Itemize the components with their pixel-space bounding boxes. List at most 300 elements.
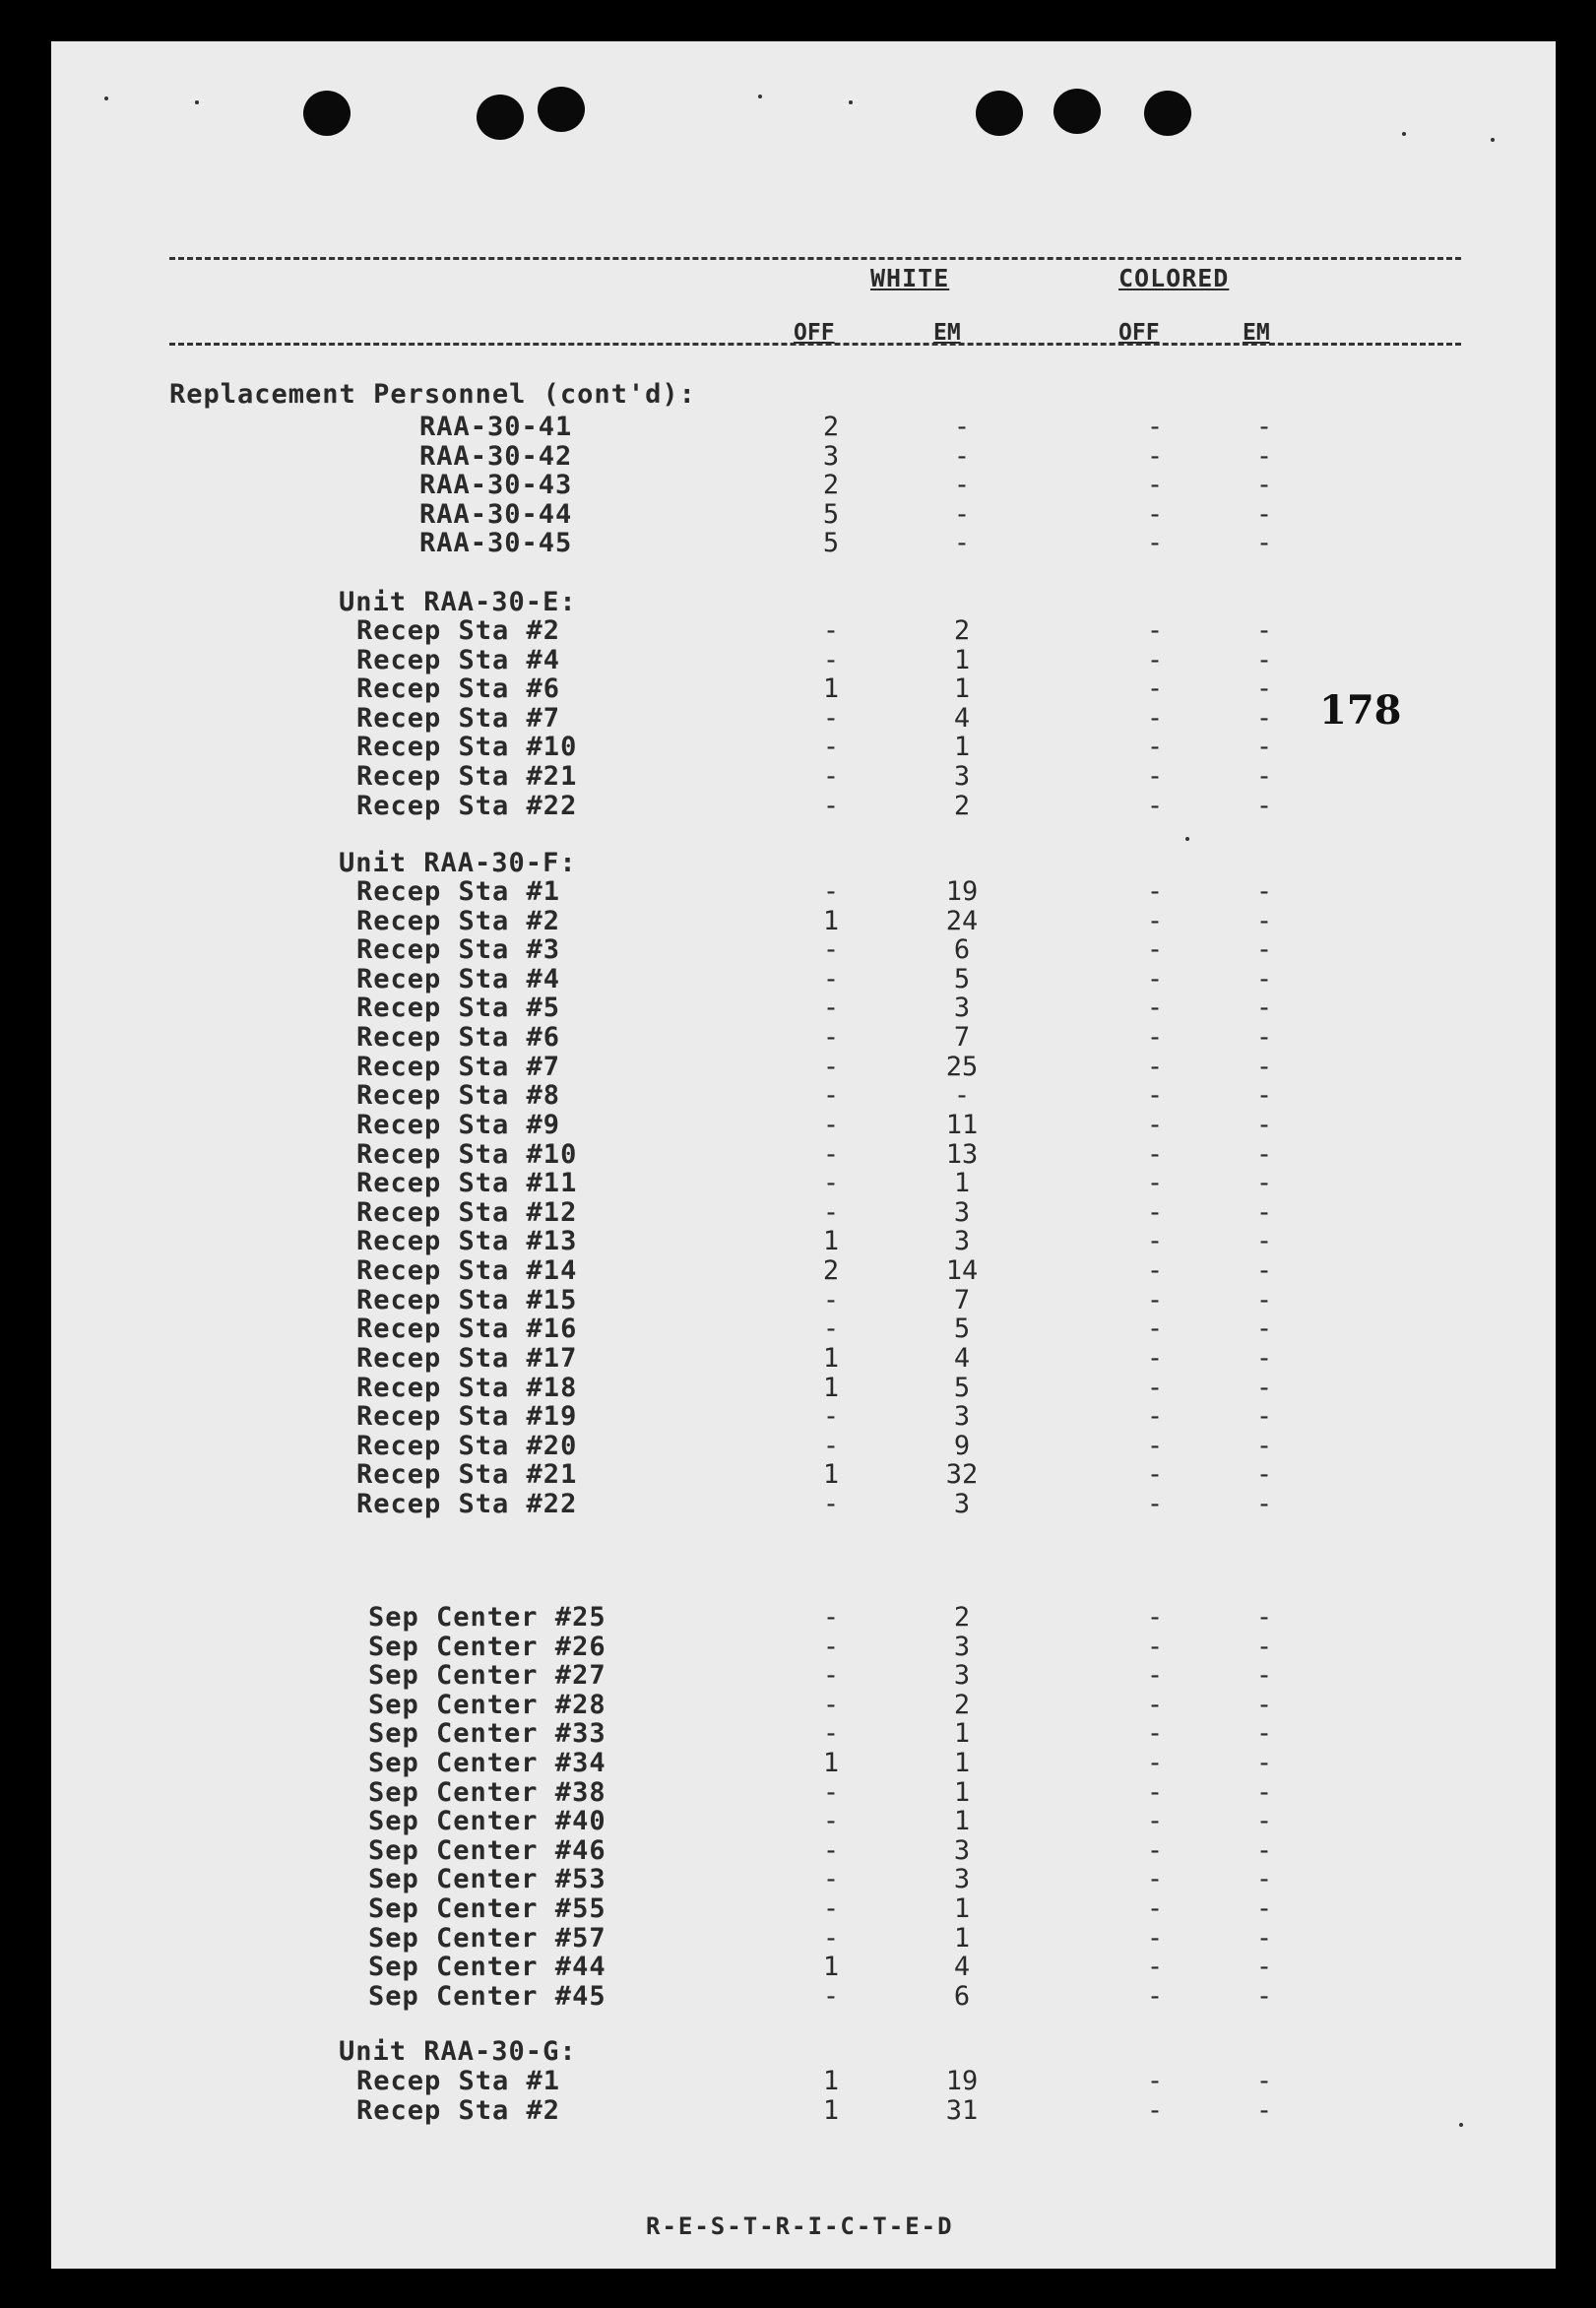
paper-speck xyxy=(104,96,108,100)
white-em-cell: 1 xyxy=(953,673,971,705)
colored-em-cell: - xyxy=(1255,1168,1273,1199)
white-off-cell: 1 xyxy=(822,1748,840,1778)
colored-off-cell: - xyxy=(1146,1196,1164,1228)
white-em-cell: 31 xyxy=(945,2094,979,2126)
punch-hole xyxy=(976,91,1023,136)
table-row xyxy=(0,1227,1596,1256)
table-row xyxy=(0,1198,1596,1228)
table-row xyxy=(0,935,1596,965)
colored-off-cell: - xyxy=(1146,876,1164,907)
colored-off-cell: - xyxy=(1146,1051,1164,1082)
row-label: Recep Sta #10 xyxy=(356,1138,578,1170)
row-label: Recep Sta #1 xyxy=(356,2066,561,2096)
table-row xyxy=(0,704,1596,734)
colored-off-cell: - xyxy=(1146,963,1164,994)
colored-off-cell: - xyxy=(1146,498,1164,530)
white-em-cell: 1 xyxy=(953,1806,971,1837)
row-label: Sep Center #26 xyxy=(368,1631,606,1662)
white-em-cell: 3 xyxy=(953,1660,971,1692)
white-off-cell: - xyxy=(822,644,840,675)
white-em-cell: 7 xyxy=(953,1022,971,1054)
row-label: Recep Sta #2 xyxy=(356,905,561,936)
row-label: Recep Sta #7 xyxy=(356,702,561,734)
white-off-cell: 1 xyxy=(822,1226,840,1257)
row-label: Recep Sta #21 xyxy=(356,1459,578,1491)
white-em-cell: - xyxy=(953,470,971,501)
white-off-cell: 1 xyxy=(822,1342,840,1374)
table-row xyxy=(0,1865,1596,1894)
table-row xyxy=(0,1836,1596,1866)
table-row xyxy=(0,1053,1596,1082)
white-em-cell: 3 xyxy=(953,993,971,1024)
row-label: Recep Sta #11 xyxy=(356,1168,578,1199)
colored-em-cell: - xyxy=(1255,1689,1273,1720)
colored-off-cell: - xyxy=(1146,1631,1164,1662)
punch-hole xyxy=(538,87,585,132)
row-label: RAA-30-45 xyxy=(419,528,573,559)
row-label: Recep Sta #21 xyxy=(356,761,578,792)
table-row xyxy=(0,1691,1596,1720)
table-row xyxy=(0,1778,1596,1808)
colored-off-cell: - xyxy=(1146,615,1164,646)
colored-em-cell: - xyxy=(1255,412,1273,442)
row-label: Unit RAA-30-G: xyxy=(339,2036,577,2067)
row-label: Recep Sta #15 xyxy=(356,1284,578,1315)
white-off-cell: - xyxy=(822,1980,840,2012)
table-row xyxy=(0,2067,1596,2096)
table-row xyxy=(0,792,1596,821)
white-off-cell: - xyxy=(822,1660,840,1692)
white-column-header: WHITE xyxy=(870,264,950,292)
colored-off-cell: - xyxy=(1146,1660,1164,1692)
white-off-cell: 2 xyxy=(822,1255,840,1287)
table-row xyxy=(0,588,1596,617)
white-off-cell: 1 xyxy=(822,673,840,705)
colored-em-cell: - xyxy=(1255,1834,1273,1866)
row-label: Sep Center #27 xyxy=(368,1660,606,1692)
white-off-cell: - xyxy=(822,1602,840,1633)
table-row xyxy=(0,1490,1596,1519)
table-row xyxy=(0,2037,1596,2067)
row-label: Recep Sta #4 xyxy=(356,644,561,675)
colored-off-cell: - xyxy=(1146,1980,1164,2012)
colored-em-cell: - xyxy=(1255,1602,1273,1633)
colored-em-cell: - xyxy=(1255,644,1273,675)
colored-em-cell: - xyxy=(1255,1922,1273,1954)
colored-off-cell: - xyxy=(1146,1226,1164,1257)
white-off-cell: - xyxy=(822,934,840,966)
white-em-cell: 2 xyxy=(953,1602,971,1633)
colored-em-cell: - xyxy=(1255,1109,1273,1140)
white-off-cell: 3 xyxy=(822,440,840,472)
table-row xyxy=(0,646,1596,675)
white-em-cell: 6 xyxy=(953,934,971,966)
paper-speck xyxy=(195,100,199,104)
colored-off-cell: - xyxy=(1146,1776,1164,1808)
table-row xyxy=(0,1140,1596,1170)
colored-off-cell: - xyxy=(1146,1314,1164,1345)
row-label: Sep Center #45 xyxy=(368,1980,606,2012)
table-row xyxy=(0,674,1596,704)
white-em-cell: 2 xyxy=(953,1689,971,1720)
white-em-cell: 3 xyxy=(953,1226,971,1257)
white-em-cell: 3 xyxy=(953,1834,971,1866)
white-off-cell: - xyxy=(822,1109,840,1140)
colored-em-cell: - xyxy=(1255,1864,1273,1895)
row-label: Recep Sta #22 xyxy=(356,790,578,821)
row-label: Recep Sta #17 xyxy=(356,1342,578,1374)
colored-off-cell: - xyxy=(1146,1922,1164,1954)
colored-em-cell: - xyxy=(1255,1401,1273,1433)
row-label: Sep Center #33 xyxy=(368,1718,606,1750)
colored-em-cell: - xyxy=(1255,2094,1273,2126)
white-em-header: EM xyxy=(933,320,961,346)
row-label: Recep Sta #22 xyxy=(356,1489,578,1520)
colored-off-cell: - xyxy=(1146,905,1164,936)
table-top-rule xyxy=(169,257,1461,260)
table-row xyxy=(0,994,1596,1023)
table-row xyxy=(0,1314,1596,1344)
colored-em-cell: - xyxy=(1255,1138,1273,1170)
colored-em-cell: - xyxy=(1255,1372,1273,1403)
white-off-cell: 1 xyxy=(822,2066,840,2096)
row-label: Sep Center #34 xyxy=(368,1748,606,1778)
row-label: RAA-30-41 xyxy=(419,412,573,442)
white-em-cell: 2 xyxy=(953,790,971,821)
row-label: Recep Sta #2 xyxy=(356,615,561,646)
row-label: Recep Sta #12 xyxy=(356,1196,578,1228)
colored-em-cell: - xyxy=(1255,1342,1273,1374)
colored-off-cell: - xyxy=(1146,1834,1164,1866)
white-em-cell: 7 xyxy=(953,1284,971,1315)
white-off-cell: - xyxy=(822,1168,840,1199)
table-row xyxy=(0,529,1596,558)
row-label: Sep Center #28 xyxy=(368,1689,606,1720)
white-off-cell: - xyxy=(822,761,840,792)
white-em-cell: 4 xyxy=(953,1952,971,1983)
white-off-cell: - xyxy=(822,790,840,821)
punch-hole xyxy=(477,95,524,140)
table-row xyxy=(0,965,1596,994)
table-row xyxy=(0,1460,1596,1490)
table-row xyxy=(0,1807,1596,1836)
white-em-cell: 1 xyxy=(953,644,971,675)
paper-speck xyxy=(849,100,853,104)
colored-em-cell: - xyxy=(1255,934,1273,966)
table-row xyxy=(0,1661,1596,1691)
row-label: RAA-30-42 xyxy=(419,440,573,472)
colored-em-cell: - xyxy=(1255,1022,1273,1054)
white-em-cell: 1 xyxy=(953,1776,971,1808)
colored-off-cell: - xyxy=(1146,440,1164,472)
colored-off-cell: - xyxy=(1146,1602,1164,1633)
colored-em-cell: - xyxy=(1255,702,1273,734)
colored-em-cell: - xyxy=(1255,1226,1273,1257)
row-label: Recep Sta #6 xyxy=(356,673,561,705)
table-row xyxy=(0,1432,1596,1461)
colored-em-cell: - xyxy=(1255,876,1273,907)
white-off-cell: - xyxy=(822,1922,840,1954)
colored-off-cell: - xyxy=(1146,1748,1164,1778)
white-off-cell: - xyxy=(822,1051,840,1082)
white-em-cell: 9 xyxy=(953,1430,971,1461)
colored-off-cell: - xyxy=(1146,528,1164,559)
white-off-cell: - xyxy=(822,1631,840,1662)
colored-em-cell: - xyxy=(1255,1196,1273,1228)
colored-off-cell: - xyxy=(1146,1718,1164,1750)
table-row xyxy=(0,500,1596,530)
white-em-cell: - xyxy=(953,440,971,472)
white-off-cell: - xyxy=(822,1080,840,1112)
row-label: Recep Sta #16 xyxy=(356,1314,578,1345)
table-row xyxy=(0,1081,1596,1111)
colored-off-cell: - xyxy=(1146,1689,1164,1720)
row-label: Sep Center #40 xyxy=(368,1806,606,1837)
colored-em-cell: - xyxy=(1255,1255,1273,1287)
colored-em-cell: - xyxy=(1255,1051,1273,1082)
table-row xyxy=(0,616,1596,646)
row-label: Recep Sta #9 xyxy=(356,1109,561,1140)
colored-em-cell: - xyxy=(1255,1893,1273,1924)
table-row xyxy=(0,877,1596,907)
table-row xyxy=(0,1924,1596,1954)
colored-em-cell: - xyxy=(1255,1284,1273,1315)
white-off-cell: 5 xyxy=(822,498,840,530)
table-row xyxy=(0,1633,1596,1662)
white-em-cell: - xyxy=(953,498,971,530)
table-row xyxy=(0,442,1596,472)
row-label: Sep Center #46 xyxy=(368,1834,606,1866)
white-em-cell: 1 xyxy=(953,1168,971,1199)
white-em-cell: 11 xyxy=(945,1109,979,1140)
colored-off-cell: - xyxy=(1146,1864,1164,1895)
white-em-cell: 32 xyxy=(945,1459,979,1491)
white-off-cell: 5 xyxy=(822,528,840,559)
paper-speck xyxy=(1402,132,1406,136)
white-off-cell: - xyxy=(822,1430,840,1461)
white-em-cell: 5 xyxy=(953,1314,971,1345)
table-row xyxy=(0,2096,1596,2126)
table-row xyxy=(0,1719,1596,1749)
row-label: Recep Sta #1 xyxy=(356,876,561,907)
colored-off-cell: - xyxy=(1146,1430,1164,1461)
colored-em-cell: - xyxy=(1255,498,1273,530)
white-em-cell: 19 xyxy=(945,2066,979,2096)
white-em-cell: 5 xyxy=(953,963,971,994)
row-label: Recep Sta #8 xyxy=(356,1080,561,1112)
colored-off-cell: - xyxy=(1146,993,1164,1024)
white-off-cell: - xyxy=(822,1138,840,1170)
white-off-cell: - xyxy=(822,615,840,646)
colored-em-cell: - xyxy=(1255,1459,1273,1491)
colored-off-cell: - xyxy=(1146,1138,1164,1170)
table-row xyxy=(0,1603,1596,1633)
white-em-cell: 19 xyxy=(945,876,979,907)
table-row xyxy=(0,907,1596,936)
colored-em-cell: - xyxy=(1255,1631,1273,1662)
colored-em-cell: - xyxy=(1255,470,1273,501)
white-em-cell: 3 xyxy=(953,1401,971,1433)
white-em-cell: 3 xyxy=(953,1631,971,1662)
colored-em-cell: - xyxy=(1255,1314,1273,1345)
white-off-cell: - xyxy=(822,1401,840,1433)
white-off-cell: - xyxy=(822,1806,840,1837)
row-label: Sep Center #44 xyxy=(368,1952,606,1983)
white-em-cell: 3 xyxy=(953,1196,971,1228)
row-label: Recep Sta #10 xyxy=(356,732,578,763)
colored-off-cell: - xyxy=(1146,1893,1164,1924)
row-label: RAA-30-43 xyxy=(419,470,573,501)
white-off-cell: - xyxy=(822,1864,840,1895)
row-label: Recep Sta #5 xyxy=(356,993,561,1024)
row-label: Sep Center #25 xyxy=(368,1602,606,1633)
white-em-cell: - xyxy=(953,1080,971,1112)
colored-em-cell: - xyxy=(1255,732,1273,763)
colored-off-cell: - xyxy=(1146,1022,1164,1054)
row-label: Sep Center #55 xyxy=(368,1893,606,1924)
table-row xyxy=(0,849,1596,878)
section-title-row xyxy=(0,380,1596,410)
colored-em-cell: - xyxy=(1255,993,1273,1024)
colored-em-cell: - xyxy=(1255,440,1273,472)
white-em-cell: 2 xyxy=(953,615,971,646)
punch-hole xyxy=(1053,89,1101,134)
colored-em-header: EM xyxy=(1243,320,1270,346)
white-em-cell: 4 xyxy=(953,1342,971,1374)
row-label: Recep Sta #4 xyxy=(356,963,561,994)
white-off-cell: - xyxy=(822,1196,840,1228)
row-label: Recep Sta #19 xyxy=(356,1401,578,1433)
white-off-cell: - xyxy=(822,1284,840,1315)
row-label: RAA-30-44 xyxy=(419,498,573,530)
colored-off-cell: - xyxy=(1146,2094,1164,2126)
colored-em-cell: - xyxy=(1255,963,1273,994)
white-off-cell: - xyxy=(822,1022,840,1054)
row-label: Unit RAA-30-F: xyxy=(339,848,577,878)
table-row xyxy=(0,1256,1596,1286)
table-row xyxy=(0,1111,1596,1140)
colored-em-cell: - xyxy=(1255,1806,1273,1837)
paper-speck xyxy=(1491,138,1495,142)
colored-em-cell: - xyxy=(1255,1980,1273,2012)
white-em-cell: 1 xyxy=(953,1922,971,1954)
colored-off-cell: - xyxy=(1146,1342,1164,1374)
colored-em-cell: - xyxy=(1255,790,1273,821)
white-em-cell: 3 xyxy=(953,1489,971,1520)
colored-off-cell: - xyxy=(1146,1284,1164,1315)
white-em-cell: 1 xyxy=(953,1718,971,1750)
white-em-cell: 14 xyxy=(945,1255,979,1287)
white-em-cell: 1 xyxy=(953,1893,971,1924)
white-em-cell: 3 xyxy=(953,1864,971,1895)
colored-off-cell: - xyxy=(1146,1080,1164,1112)
colored-off-cell: - xyxy=(1146,1372,1164,1403)
row-label: Recep Sta #3 xyxy=(356,934,561,966)
white-em-cell: - xyxy=(953,412,971,442)
white-em-cell: 5 xyxy=(953,1372,971,1403)
colored-em-cell: - xyxy=(1255,615,1273,646)
white-off-cell: - xyxy=(822,702,840,734)
row-label: Recep Sta #6 xyxy=(356,1022,561,1054)
colored-off-cell: - xyxy=(1146,1952,1164,1983)
white-em-cell: 25 xyxy=(945,1051,979,1082)
white-off-cell: 1 xyxy=(822,2094,840,2126)
white-off-cell: - xyxy=(822,1834,840,1866)
white-off-cell: 1 xyxy=(822,1372,840,1403)
table-row xyxy=(0,762,1596,792)
colored-em-cell: - xyxy=(1255,761,1273,792)
colored-em-cell: - xyxy=(1255,528,1273,559)
white-em-cell: 4 xyxy=(953,702,971,734)
white-off-cell: 1 xyxy=(822,1459,840,1491)
table-row xyxy=(0,1953,1596,1982)
colored-off-cell: - xyxy=(1146,1489,1164,1520)
table-row xyxy=(0,1749,1596,1778)
table-row xyxy=(0,413,1596,442)
colored-em-cell: - xyxy=(1255,1430,1273,1461)
colored-off-cell: - xyxy=(1146,1109,1164,1140)
colored-off-cell: - xyxy=(1146,1255,1164,1287)
white-off-cell: - xyxy=(822,1689,840,1720)
page-number: 178 xyxy=(1319,687,1402,734)
colored-off-cell: - xyxy=(1146,761,1164,792)
table-row xyxy=(0,1023,1596,1053)
table-row xyxy=(0,1894,1596,1924)
white-off-cell: - xyxy=(822,1776,840,1808)
colored-em-cell: - xyxy=(1255,2066,1273,2096)
colored-off-cell: - xyxy=(1146,934,1164,966)
punch-hole xyxy=(1144,91,1191,136)
white-em-cell: - xyxy=(953,528,971,559)
table-row xyxy=(0,1344,1596,1374)
white-off-cell: - xyxy=(822,876,840,907)
colored-em-cell: - xyxy=(1255,905,1273,936)
row-label: Recep Sta #18 xyxy=(356,1372,578,1403)
punch-hole xyxy=(303,91,351,136)
colored-em-cell: - xyxy=(1255,1489,1273,1520)
colored-off-header: OFF xyxy=(1118,320,1160,346)
white-em-cell: 6 xyxy=(953,1980,971,2012)
row-label: Recep Sta #2 xyxy=(356,2094,561,2126)
paper-speck xyxy=(1185,837,1189,841)
colored-em-cell: - xyxy=(1255,1776,1273,1808)
colored-em-cell: - xyxy=(1255,1748,1273,1778)
colored-off-cell: - xyxy=(1146,1168,1164,1199)
colored-off-cell: - xyxy=(1146,732,1164,763)
white-em-cell: 1 xyxy=(953,1748,971,1778)
colored-em-cell: - xyxy=(1255,1080,1273,1112)
white-off-cell: - xyxy=(822,1718,840,1750)
colored-em-cell: - xyxy=(1255,1660,1273,1692)
colored-off-cell: - xyxy=(1146,790,1164,821)
colored-off-cell: - xyxy=(1146,1401,1164,1433)
row-label: Sep Center #57 xyxy=(368,1922,606,1954)
colored-column-header: COLORED xyxy=(1118,264,1230,292)
white-off-cell: - xyxy=(822,963,840,994)
white-off-cell: 2 xyxy=(822,412,840,442)
white-off-cell: 1 xyxy=(822,905,840,936)
classification-footer: R-E-S-T-R-I-C-T-E-D xyxy=(646,2212,954,2240)
white-em-cell: 1 xyxy=(953,732,971,763)
white-off-cell: - xyxy=(822,1314,840,1345)
table-row xyxy=(0,1402,1596,1432)
row-label: Sep Center #53 xyxy=(368,1864,606,1895)
white-off-cell: - xyxy=(822,1489,840,1520)
table-row xyxy=(0,1169,1596,1198)
colored-em-cell: - xyxy=(1255,673,1273,705)
colored-off-cell: - xyxy=(1146,673,1164,705)
white-off-cell: - xyxy=(822,993,840,1024)
